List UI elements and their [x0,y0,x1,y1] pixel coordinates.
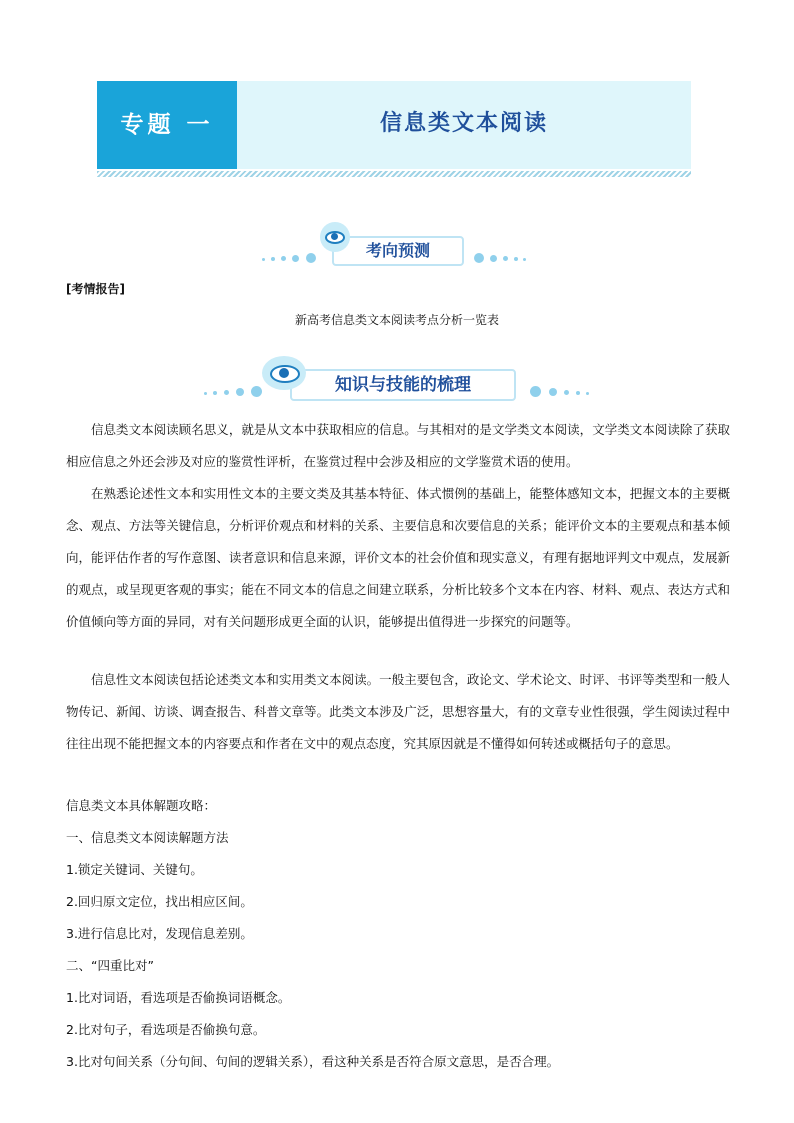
list-line: 1.比对词语，看选项是否偷换词语概念。 [66,990,291,1005]
topic-number: 专题 一 [97,81,237,169]
decor-dot [530,386,541,397]
paragraph: 信息性文本阅读包括论述类文本和实用类文本阅读。一般主要包含，政论文、学术论文、时评、书评等类型和一般人物传记、新闻、访谈、调查报告、科普文章等。此类文本涉及广泛，思想容量大，有的文章专业性很强，学生阅读过程中往往出现不能把握文本的内容要点和作者在文中的观点态度，究其原因就是不懂得如何转述或概括句子的意思。 [66,672,730,751]
decor-dot [213,391,217,395]
decor-dot [576,391,580,395]
decor-dot [236,388,244,396]
decor-dot [564,390,569,395]
list-line: 3.进行信息比对，发现信息差别。 [66,926,253,941]
list-line: 二、“四重比对” [66,958,154,973]
list-line: 一、信息类文本阅读解题方法 [66,830,229,845]
decor-dot [586,392,589,395]
report-label: [考情报告] [66,282,125,296]
table-caption: 新高考信息类文本阅读考点分析一览表 [294,313,499,327]
decor-dot [204,392,207,395]
paragraph: 信息类文本阅读顾名思义，就是从文本中获取相应的信息。与其相对的是文学类文本阅读，文学类文本阅读除了获取相应信息之外还会涉及对应的鉴赏性评析，在鉴赏过程中会涉及相应的文学鉴赏术语的使用。 [66,422,730,469]
decor-dot [224,390,229,395]
decor-dot [251,386,262,397]
list-line: 3.比对句间关系（分句间、句间的逻辑关系），看这种关系是否符合原文意思，是否合理。 [66,1054,560,1069]
list-line: 信息类文本具体解题攻略： [66,798,217,813]
decor-dot [549,388,557,396]
list-line: 2.回归原文定位，找出相应区间。 [66,894,253,909]
section-header-knowledge [0,0,794,410]
paragraph: 在熟悉论述性文本和实用性文本的主要文类及其基本特征、体式惯例的基础上，能整体感知文本，把握文本的主要概念、观点、方法等关键信息，分析评价观点和材料的关系、主要信息和次要信息的关系；能评价文本的主要观点和基本倾向，能评估作者的写作意图、读者意识和信息来源，评价文本的社会价值和现实意义，有理有据地评判文中观点，发展新的观点，或呈现更客观的事实；能在不同文本的信息之间建立联系，分析比较多个文本在内容、材料、观点、表达方式和价值倾向等方面的异同，对有关问题形成更全面的认识，能够提出值得进一步探究的问题等。 [66,486,730,629]
section-title-forecast: 考向预测 [332,236,464,266]
list-line: 2.比对句子，看选项是否偷换句意。 [66,1022,266,1037]
section-title-knowledge: 知识与技能的梳理 [290,369,516,401]
topic-title: 信息类文本阅读 [379,110,548,136]
list-line: 1.锁定关键词、关键句。 [66,862,203,877]
eye-icon [262,356,306,390]
